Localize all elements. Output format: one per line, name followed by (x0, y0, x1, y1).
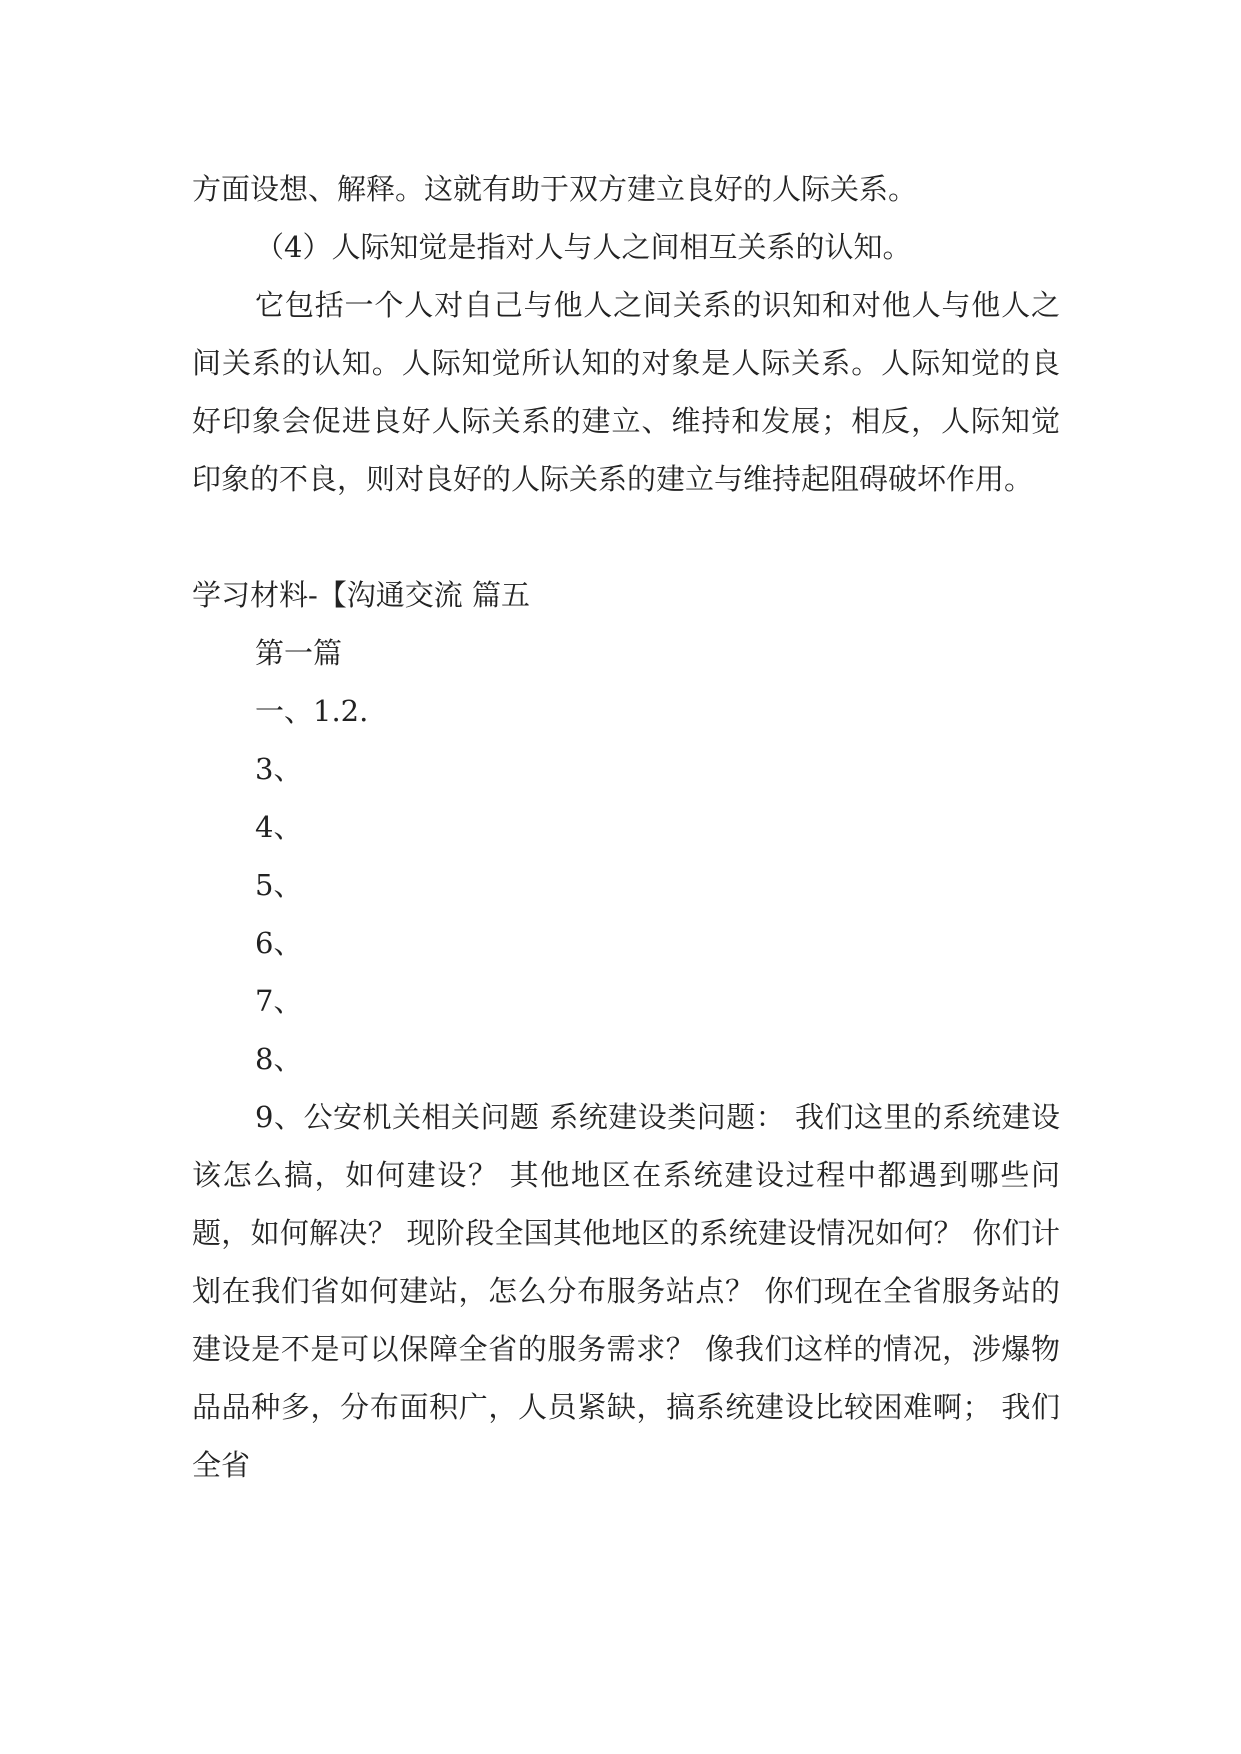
list-item: 7、 (255, 984, 303, 1018)
list-item: 3、 (255, 752, 303, 786)
paragraph-continuation: 方面设想、解释。这就有助于双方建立良好的人际关系。 (192, 172, 918, 206)
document-page (192, 160, 1060, 1494)
list-item: 5、 (255, 868, 303, 902)
list-item: 4、 (255, 810, 303, 844)
list-item: 6、 (255, 926, 303, 960)
section-title: 学习材料-【沟通交流 篇五 (192, 578, 531, 612)
list-item: 8、 (255, 1042, 303, 1076)
paragraph-item-9: 9、公安机关相关问题 系统建设类问题： 我们这里的系统建设该怎么搞，如何建设？ 其他地区在系统建设过程中都遇到哪些问题，如何解决？ 现阶段全国其他地区的系统建设情况如何？ 你们计划在我们省如何建站，怎么分布服务站点？ 你们现在全省服务站的建设是不是可以保障全省的服务需求？ 像我们这样的情况，涉爆物品品种多，分布面积广，人员紧缺，搞系统建设比较困难啊； 我们全省 (192, 1100, 1060, 1482)
list-item: 一、1.2. (255, 694, 369, 728)
paragraph-body: 它包括一个人对自己与他人之间关系的识知和对他人与他人之间关系的认知。人际知觉所认知的对象是人际关系。人际知觉的良好印象会促进良好人际关系的建立、维持和发展；相反，人际知觉印象的不良，则对良好的人际关系的建立与维持起阻碍破坏作用。 (192, 288, 1060, 496)
paragraph-item-4: （4）人际知觉是指对人与人之间相互关系的认知。 (255, 230, 912, 264)
section-spacer (192, 508, 1060, 566)
subheading: 第一篇 (255, 636, 343, 670)
